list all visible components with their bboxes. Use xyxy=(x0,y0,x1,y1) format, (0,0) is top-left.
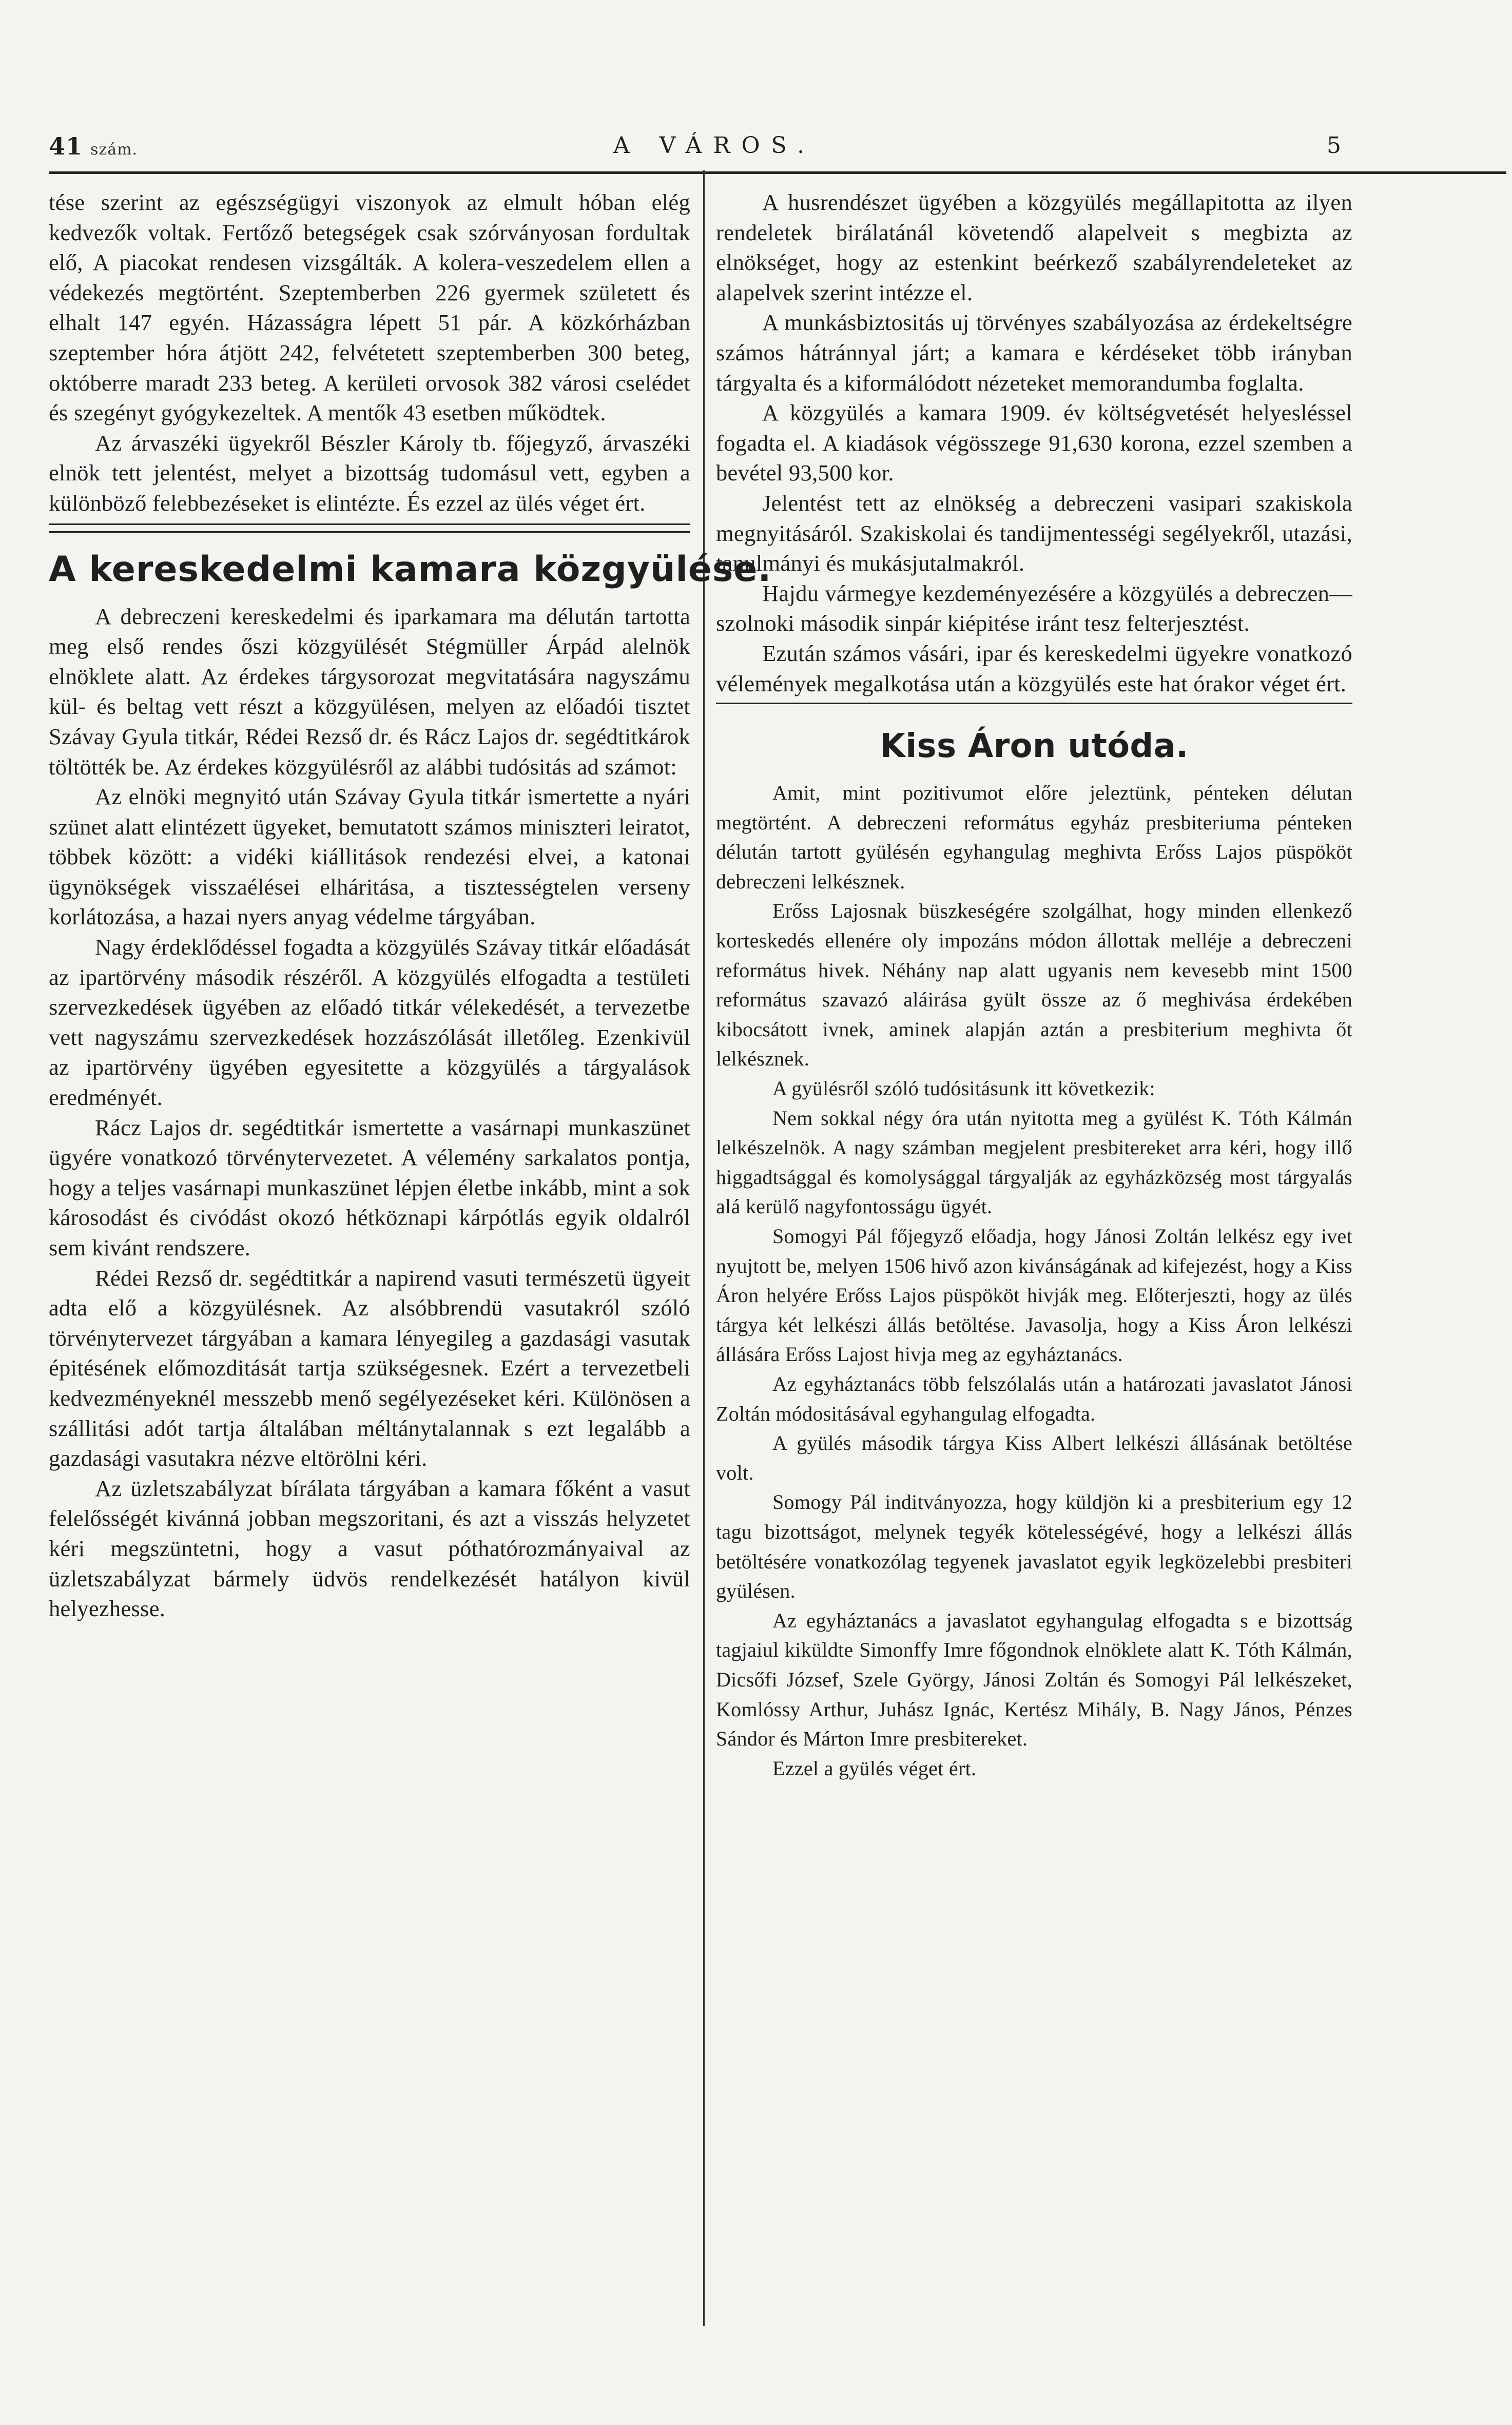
kiss-paragraph-7: A gyülés második tárgya Kiss Albert lelkészi állásának betöltése volt. xyxy=(716,1431,1352,1484)
right-paragraph-5: Hajdu vármegye kezdeményezésére a közgyülés a debreczen—szolnoki második sinpár kiépitése iránt tesz felterjesztést. xyxy=(716,580,1352,636)
right-paragraph-6: Ezután számos vásári, ipar és kereskedelmi ügyekre vonatkozó vélemények megalkotása után a közgyülés este hat órakor véget ért. xyxy=(716,640,1352,696)
right-column xyxy=(716,187,1352,1783)
kamara-paragraph-4: Rácz Lajos dr. segédtitkár ismertette a vasárnapi munkaszünet ügyére vonatkozó törvénytervezetet. A vélemény sarkalatos pontja, hogy a teljes vasárnapi munkaszünet lépjen életbe inkább, mint a sok károsodást és civódást okozó hétköznapi kárpótlás egyik oldalról sem kivánt rendszere. xyxy=(49,1114,690,1260)
section-divider xyxy=(49,523,690,533)
kiss-paragraph-2: Erőss Lajosnak büszkeségére szolgálhat, hogy minden ellenkező korteskedés ellenére oly impozáns módon állottak melléje a debreczeni református hivek. Néhány nap alatt ugyanis nem kevesebb mint 1500 református szavazó aláirása gyült össze az ő meghivása érdekében kibocsátott ivnek, aminek alapján aztán a presbiterium meghivta őt lelkésznek. xyxy=(716,899,1352,1071)
right-paragraph-2: A munkásbiztositás uj törvényes szabályozása az érdekeltségre számos hátránnyal járt; a kamara e kérdéseket több irányban tárgyalta és a kiformálódott nézeteket memorandumba foglalta. xyxy=(716,309,1352,396)
kiss-paragraph-1: Amit, mint pozitivumot előre jeleztünk, pénteken délutan megtörtént. A debreczeni református egyház presbiteriuma pénteken délután tartott gyülésén egyhangulag meghivta Erőss Lajos püspököt debreczeni lelkésznek. xyxy=(716,781,1352,893)
kiss-paragraph-9: Az egyháztanács a javaslatot egyhangulag elfogadta s e bizottság tagjaiul kiküldte Simonffy Imre főgondnok elnöklete alatt K. Tóth Kálmán, Dicsőfi József, Szele György, Jánosi Zoltán és Somogyi Pál lelkészeket, Komlóssy Arthur, Juhász Ignác, Kertész Mihály, B. Nagy János, Pénzes Sándor és Márton Imre presbitereket. xyxy=(716,1608,1352,1751)
page-header xyxy=(49,132,1347,173)
issue-word: szám. xyxy=(90,141,138,159)
left-column xyxy=(49,187,772,1624)
right-paragraph-1: A husrendészet ügyében a közgyülés megállapitotta az ilyen rendeletek birálatánál követendő alapelveit s megbizta az elnökséget, hogy az estenkint beérkező szabályrendeleteket az alapelvek szerint intézze el. xyxy=(716,189,1352,305)
newspaper-title: A VÁROS. xyxy=(613,132,816,159)
issue-number: 41 xyxy=(49,132,83,160)
column-divider xyxy=(703,170,705,2326)
kamara-paragraph-1: A debreczeni kereskedelmi és iparkamara ma délután tartotta meg első rendes őszi közgyülését Stégmüller Árpád alelnök elnöklete alatt. Az érdekes tárgysorozat megvitatására nagyszámu kül- és beltag vett részt a közgyülésen, melyen az előadói tisztet Szávay Gyula titkár, Rédei Rezső dr. és Rácz Lajos dr. segédtitkárok töltötték be. Az érdekes közgyülésről az alábbi tudósitás ad számot: xyxy=(49,603,690,780)
page-number: 5 xyxy=(1327,132,1341,159)
kiss-paragraph-4: Nem sokkal négy óra után nyitotta meg a gyülést K. Tóth Kálmán lelkészelnök. A nagy számban megjelent presbitereket arra kéri, hogy illő higgadtsággal és komolysággal tárgyalják az egyházközség most tárgyalás alá kerülő nagyfontosságu ügyét. xyxy=(716,1106,1352,1218)
header-rule xyxy=(49,171,1506,174)
kamara-paragraph-5: Rédei Rezső dr. segédtitkár a napirend vasuti természetü ügyeit adta elő a közgyülésnek. Az alsóbbrendü vasutakról szóló törvénytervezet tárgyában a kamara lényegileg a gazdasági vasutak épitésének előmozditását tartja szükségesnek. Ezért a tervezetbeli kedvezményeknél messzebb menő segélyezéseket kéri. Különösen a szállitási adót tartja általában méltánytalannak s ezt legalább a gazdasági vasutakra nézve eltörölni kéri. xyxy=(49,1265,690,1471)
kiss-aron-article-body xyxy=(716,778,1352,1783)
kamara-paragraph-3: Nagy érdeklődéssel fogadta a közgyülés Szávay titkár előadását az ipartörvény második részéről. A közgyülés elfogadta a testületi szervezkedések ügyében az előadó titkár vélekedését, a tervezetbe vett nagyszámu szervezkedések hozzászólását illetőleg. Ezenkivül az ipartörvény ügyében egyesitette a közgyülés a tárgyalások eredményét. xyxy=(49,934,690,1111)
right-paragraph-4: Jelentést tett az elnökség a debreczeni vasipari szakiskola megnyitásáról. Szakiskolai és tandijmentességi segélyekről, utazási, tanulmányi és mukásjutalmakról. xyxy=(716,490,1352,576)
kiss-paragraph-8: Somogy Pál inditványozza, hogy küldjön ki a presbiterium egy 12 tagu bizottságot, melynek tegyék kötelességévé, hogy a lelkészi állás betöltésére vonatkozólag tegyenek javaslatot egyik legközelebbi presbiteri gyülésen. xyxy=(716,1490,1352,1603)
left-intro-paragraph-2: Az árvaszéki ügyekről Bészler Károly tb. főjegyző, árvaszéki elnök tett jelentést, melyet a bizottság tudomásul vett, egyben a különböző felebbezéseket is elintézte. És ezzel az ülés véget ért. xyxy=(49,430,690,516)
kiss-paragraph-5: Somogyi Pál főjegyző előadja, hogy Jánosi Zoltán lelkész egy ivet nyujtott be, melyen 1506 hivő azon kivánságának ad kifejezést, hogy a Kiss Áron helyére Erőss Lajos püspököt hivják meg. Előterjeszti, hogy az ülés tárgya két lelkészi állás betöltése. Javasolja, hogy a Kiss Áron lelkészi állására Erőss Lajost hivja meg az egyháztanács. xyxy=(716,1225,1352,1366)
kamara-paragraph-2: Az elnöki megnyitó után Szávay Gyula titkár ismertette a nyári szünet alatt elintézett ügyeket, bemutatott számos miniszteri leiratot, többek között: a vidéki kiállitások rendezési elvei, a katonai ügynökségek visszaélései elháritása, a tisztességtelen verseny korlátozása, a hazai nyers anyag védelme tárgyában. xyxy=(49,784,690,930)
kiss-paragraph-6: Az egyháztanács több felszólalás után a határozati javaslatot Jánosi Zoltán módositásával egyhangulag elfogadta. xyxy=(716,1372,1352,1425)
left-intro-paragraph-1: tése szerint az egészségügyi viszonyok az elmult hóban elég kedvezők voltak. Fertőző betegségek csak szórványosan fordultak elő, A piacokat rendesen vizsgálták. A kolera-veszedelem ellen a védekezés megtörtént. Szeptemberben 226 gyermek született és elhalt 147 egyén. Házasságra lépett 51 pár. A közkórházban szeptember hóra átjött 242, felvétetett szeptemberben 300 beteg, októberre maradt 233 beteg. A kerületi orvosok 382 városi cselédet és szegényt gyógykezeltek. A mentők 43 esetben működtek. xyxy=(49,189,690,426)
right-paragraph-3: A közgyülés a kamara 1909. év költségvetését helyesléssel fogadta el. A kiadások végösszege 91,630 korona, ezzel szemben a bevétel 93,500 kor. xyxy=(716,400,1352,486)
kamara-paragraph-6: Az üzletszabályzat bírálata tárgyában a kamara főként a vasut felelősségét kivánná jobban megszoritani, és azt a visszás helyzetet kéri megszüntetni, hogy a vasut póthatórozmányaival az üzletszabályzat bármely üdvös rendelkezését hatályon kivül helyezhesse. xyxy=(49,1475,690,1622)
kiss-paragraph-3: A gyülésről szóló tudósitásunk itt következik: xyxy=(772,1077,1155,1100)
issue-label xyxy=(49,132,138,160)
kiss-paragraph-10: Ezzel a gyülés véget ért. xyxy=(772,1756,977,1780)
section-divider-right xyxy=(716,703,1352,704)
article-title-kamara: A kereskedelmi kamara közgyülése. xyxy=(49,549,772,590)
article-title-kiss-aron: Kiss Áron utóda. xyxy=(880,727,1189,766)
